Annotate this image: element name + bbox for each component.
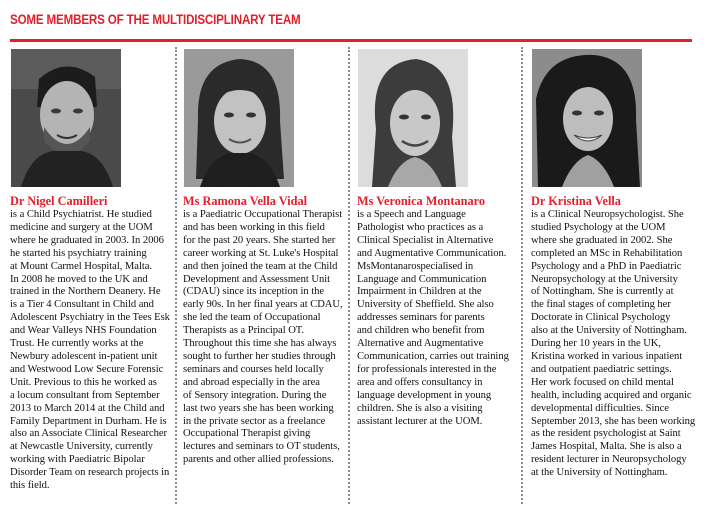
member-name: Dr Kristina Vella [531,194,621,208]
member-bio-line: and Westwood Low Secure Forensic [10,363,164,375]
member-bio-line: and outpatient paediatric settings. [531,363,672,375]
member-bio-line: of Nottingham. She is currently at [531,286,674,298]
member-bio-line: parents and other allied professions. [183,454,334,466]
member-bio-line: where she graduated in 2002. She [531,234,673,246]
member-bio-line: the final stages of completing her [531,299,671,311]
member-card-kristina-vella [531,49,694,480]
member-bio-line: children. She is also a visiting [357,402,483,414]
member-bio-line: last two years she has been working [183,402,334,414]
member-card-veronica-montanaro [357,49,520,428]
member-bio-line: Throughout this time she has always [183,338,337,350]
member-card-ramona-vella-vidal [183,49,346,467]
member-bio-line: is a Speech and Language [357,209,466,220]
member-bio-line: Clinical Specialist in Alternative [357,234,494,246]
member-bio-line: this field. [10,480,50,492]
member-bio-line: early 90s. In her final years at CDAU, [183,299,343,311]
member-bio-line: of Sensory integration. During the [183,389,327,401]
member-photo [184,49,294,187]
member-bio-line: Neuropsychology at the University [531,273,678,285]
member-bio-line: Trust. He currently works at the [10,338,144,350]
member-bio-line: and children who benefit from [357,325,485,337]
member-bio-line: language development in young [357,389,492,401]
member-bio-line: resident lecturer in Neuropsychology [531,454,687,466]
column-divider [521,47,523,504]
member-name: Dr Nigel Camilleri [10,194,108,208]
member-bio-line: University of Sheffield. She also [357,299,494,311]
member-bio-line: Kristina worked in various inpatient [531,350,683,362]
member-bio-line: also an Associate Clinical Researcher [10,428,167,440]
member-bio-line: During her 10 years in the UK, [531,338,662,350]
member-bio-line: studied Psychology at the UOM [531,221,666,233]
member-bio [10,209,173,493]
member-bio-line: Therapists as a Principal OT. [183,325,305,337]
member-bio-line: Psychology and a PhD in Paediatric [531,260,682,272]
member-bio-line: September 2013, she has been working [531,415,696,427]
member-bio [357,209,520,428]
member-bio-line: area and offers consultancy in [357,376,483,388]
member-card-nigel-camilleri [10,49,173,493]
member-bio-line: In 2008 he moved to the UK and [10,273,148,285]
member-bio-line: Newbury adolescent in-patient unit [10,350,158,362]
member-bio-line: is a Clinical Neuropsychologist. She [531,209,684,220]
member-bio-line: and has been working in this field [183,221,325,233]
member-bio-line: completed an MSc in Rehabilitation [531,247,683,259]
member-bio-line: 2013 to March 2014 at the Child and [10,402,165,414]
member-bio-line: MsMontanarospecialised in [357,260,474,272]
member-photo [358,49,468,187]
column-divider [175,47,177,504]
member-bio-line: is a Child Psychiatrist. He studied [10,209,152,220]
member-bio-line: sought to further her studies through [183,350,336,362]
member-bio-line: and abroad especially in the area [183,376,320,388]
member-bio-line: trained in the Northern Deanery. He [10,286,161,298]
member-name: Ms Ramona Vella Vidal [183,194,308,208]
member-bio-line: addresses seminars for parents [357,312,485,324]
member-bio-line: at the University of Nottingham. [531,467,668,479]
member-bio-line: Occupational Therapist giving [183,428,311,440]
member-bio-line: assistant lecturer at the UOM. [357,415,483,427]
member-bio-line: Development and Assessment Unit [183,273,331,285]
member-bio-line: where he graduated in 2003. In 2006 [10,234,164,246]
title-rule [10,39,692,42]
member-photo [11,49,121,187]
member-bio-line: is a Tier 4 Consultant in Child and [10,299,154,311]
member-bio-line: at Mount Carmel Hospital, Malta. [10,260,152,272]
member-bio-line: Her work focused on child mental [531,376,674,388]
member-bio-line: a locum consultant from September [10,389,160,401]
member-bio-line: working with Paediatric Bipolar [10,454,145,466]
member-name: Ms Veronica Montanaro [357,194,485,208]
member-bio-line: medicine and surgery at the UOM [10,221,153,233]
member-bio-line: developmental difficulties. Since [531,402,669,414]
member-bio-line: for professionals interested in the [357,363,497,375]
section-title: SOME MEMBERS OF THE MULTIDISCIPLINARY TEAM [10,12,301,27]
member-bio-line: Doctorate in Clinical Psychology [531,312,671,324]
member-bio-line: and Augmentative Communication. [357,247,507,259]
member-bio-line: Language and Communication [357,273,487,285]
member-bio-line: and then joined the team at the Child [183,260,338,272]
member-bio-line: Pathologist who practices as a [357,221,484,233]
member-bio-line: at Newcastle University, currently [10,441,153,453]
member-bio-line: health, including acquired and organic [531,389,692,401]
member-photo [532,49,642,187]
member-bio-line: she led the team of Occupational [183,312,321,324]
member-bio-line: is a Paediatric Occupational Therapist [183,209,343,220]
member-bio-line: he started his psychiatry training [10,247,147,259]
member-bio-line: Adolescent Psychiatry in the Tees Esk [10,312,170,324]
member-bio-line: in the private sector as a freelance [183,415,326,427]
member-bio-line: (CDAU) since its inception in the [183,286,325,298]
member-bio-line: seminars and courses held locally [183,363,324,375]
member-bio-line: Disorder Team on research projects in [10,467,170,479]
member-bio-line: and Wear Valleys NHS Foundation [10,325,157,337]
member-bio-line: Communication, carries out training [357,350,509,362]
member-bio-line: also at the University of Nottingham. [531,325,687,337]
member-bio-line: Alternative and Augmentative [357,338,484,350]
member-bio-line: Impairment in Children at the [357,286,482,298]
member-bio-line: career working at St. Luke's Hospital [183,247,339,259]
member-bio-line: Unit. Previous to this he worked as [10,376,157,388]
member-bio-line: Family Department in Durham. He is [10,415,167,427]
member-bio [531,209,694,480]
member-bio-line: for the past 20 years. She started her [183,234,336,246]
column-divider [348,47,350,504]
member-bio [183,209,346,467]
member-bio-line: as the resident psychologist at Saint [531,428,681,440]
member-bio-line: James Hospital, Malta. She is also a [531,441,682,453]
member-bio-line: lectures and seminars to OT students, [183,441,340,453]
